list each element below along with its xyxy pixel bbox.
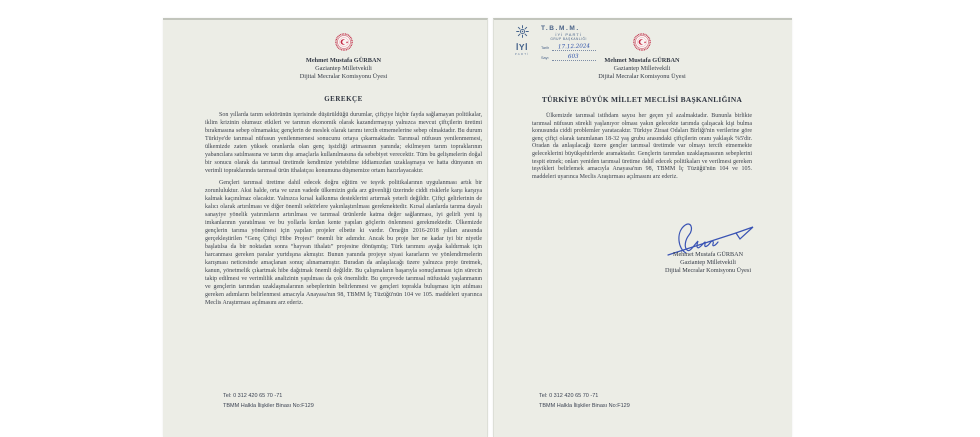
party-group-stamp <box>510 25 596 61</box>
gerekce-heading: GEREKÇE <box>324 95 363 103</box>
stamp-date-label: Tarih <box>541 46 550 50</box>
stamp-party: İYİ PARTİ <box>555 32 582 37</box>
stamp-org: T.B.M.M. <box>541 25 580 32</box>
petition-heading: TÜRKİYE BÜYÜK MİLLET MECLİSİ BAŞKANLIĞINA <box>541 95 743 104</box>
document-page-left <box>163 18 488 437</box>
tbmm-seal-icon <box>633 33 651 51</box>
author-committee: Dijital Mecralar Komisyonu Üyesi <box>598 73 686 80</box>
body-paragraph: Son yıllarda tarım sektörünün içerisinde düşürüldüğü durumlar, çiftçiye hiçbir fayda sağlamayan politikalar, iklim krizinin olumsuz etkileri ve tarımın ekonomik olarak kazandırmayışı yalnızca mevcut çiftçilerin üretimi bırakmasına sebep olmamakta; gençlerin de meslek olarak tarımı tercih etmemelerine sebep olmaktadır. Bu durum Türkiye'de tarımsal nüfusun yenilenmemesi sonucunu ortaya çıkarmaktadır. Tarımsal nüfusun yenilenmemesi, ülkemizde zaten yüksek oranlarda olan genç işsizliği artmasının yanında; ekilmeyen tarım topraklarının yabancılara satılmasına ve tarım dışı amaçlarla kullanılmasına da sebebiyet verecektir. Tüm bu gelişmelerin doğal bir sonucu olarak da tarımsal üretimde kendimize yetebilme iddiamızdan uzaklaşmaya ve hatta dünyanın en verimli topraklarında tarımsal ürün ithalatçısı konumuna düşmemize ortam hazırlayacaktır. <box>205 112 482 174</box>
stamp-text-block <box>541 25 596 61</box>
footer-tel: Tel: 0 312 420 65 70 -71 <box>223 393 283 399</box>
author-title: Gaziantep Milletvekili <box>315 65 372 72</box>
stamp-unit: GRUP BAŞKANLIĞI <box>550 37 587 41</box>
stamp-number-value: 603 <box>568 53 580 60</box>
footer-address: TBMM Halkla İlişkiler Binası No:F129 <box>223 402 314 409</box>
footer-address: TBMM Halkla İlişkiler Binası No:F129 <box>539 402 630 409</box>
author-title: Gaziantep Milletvekili <box>613 65 671 72</box>
iyi-party-logo <box>510 25 534 56</box>
author-name: Mehmet Mustafa GÜRBAN <box>604 57 680 64</box>
author-block <box>205 57 482 81</box>
page-footer <box>223 392 314 411</box>
author-name: Mehmet Mustafa GÜRBAN <box>305 57 382 64</box>
footer-tel: Tel: 0 312 420 65 70 -71 <box>539 393 599 399</box>
signatory-name: Mehmet Mustafa GÜRBAN <box>672 251 744 258</box>
author-committee: Dijital Mecralar Komisyonu Üyesi <box>299 73 388 80</box>
author-block <box>532 57 752 81</box>
iyi-party-logo-text: İYİ <box>516 42 528 52</box>
body-paragraph: Ülkemizde tarımsal istihdam sayısı her geçen yıl azalmaktadır. Bununla birlikte tarımsal nüfusun sürekli yaşlanıyor olması yakın gelecekte tarımda çalışacak kişi bulma konusunda ciddi problemler yaratacaktır. Türkiye Ziraat Odaları Birliği'nin verilerine göre genç çiftçi olarak tanımlanan 18-32 yaş grubu arasındaki çiftçilerin oranı yaklaşık %5'dir. Oradan da anlaşılacağı üzere gençler tarımsal üretimde var olmayı tercih etmemekte geleceklerini büyükşehirlerde aramaktadır. Gençlerin tarımdan uzaklaşmasının sebeplerini tespit etmek; onları yeniden tarımsal üretime dahil edecek politikaları ve verilmesi gereken teşvikleri belirlemek amacıyla Anayasa'nın 98, TBMM İç Tüzüğü'nün 104 ve 105. maddeleri uyarınca Meclis Araştırması açılmasını arz ederiz. <box>532 113 752 180</box>
signatory-title: Gaziantep Milletvekili <box>680 259 736 266</box>
signatory-committee: Dijital Mecralar Komisyonu Üyesi <box>664 267 752 274</box>
page-footer <box>539 392 630 411</box>
iyi-party-sun-icon <box>516 25 529 38</box>
stamp-number-label: Sayı <box>541 55 549 60</box>
body-paragraph: Gençleri tarımsal üretime dahil edecek doğru eğitim ve teşvik politikalarının uygulanması artık bir zorunluluktur. Aksi halde, orta ve uzun vadede ülkemizin gıda arz güvenliği üzerinde ciddi risklerle karşı karşıya kalmak kaçınılmaz olacaktır. Yalnızca kırsal kalkınma desteklerini artırmak yeterli değildir. Çiftçi gelirlerinin de kalıcı olarak artırılması ve diğer önemli sektörlere yakınlaştırılması gerekmektedir. Kırsal alanlarda tarıma dayalı sanayiye yönelik yatırımların artırılması ve tarımsal ürünlerde katma değer sağlanması, iyi gelirli yeni iş imkanlarının yaratılması ve bu yollarla kırdan kente yapılan göçlerin önlenmesi gerekmektedir. Ülkemizde gençlerin tarıma yönelmesi için yapılan projeler elbette ki vardır. Örneğin 2016-2018 yılları arasında gerçekleştirilen “Genç Çiftçi Hibe Projesi” önemli bir adımdır. Ancak bu proje her ne kadar iyi bir niyetle başlatılsa da bir noktadan sonra “hayvan ithalatı” projesine dönüşmüş; Türk tarımını ayağa kaldırmak için harcanması gereken paralar yurtdışına akmıştır. Bunun yanında projeye siyasi kararların ve yönlendirmelerin karışması neticesinde amaçlanan sonuç alınamamıştır. Buradan da anlaşılacağı üzere yalnızca proje üretmek, kanun, yönetmelik çıkartmak hibe dağıtmak önemli değildir. Bu çalışmaların başarıyla sonuçlanması için sürecin takip edilmesi ve verimlilik analizinin yapılması da çok önemlidir. Bu çerçevede tarımsal nüfustaki yaşlanmanın ve gençlerin tarımdan uzaklaşmalarının sebeplerinin belirlenmesi ve gençleri toprakla buluşması için atılması gereken adımların belirlenmesi amacıyla Anayasa'nın 98, TBMM İç Tüzüğü'nün 104 ve 105. maddeleri uyarınca Meclis Araştırması açılmasını arz ederiz. <box>205 180 482 306</box>
tbmm-seal-icon <box>335 33 353 51</box>
document-page-right <box>493 18 792 437</box>
signature-block <box>622 220 794 275</box>
iyi-party-logo-subtext: PARTİ <box>514 52 530 56</box>
stamp-date-value: 17.12.2024 <box>558 43 591 51</box>
